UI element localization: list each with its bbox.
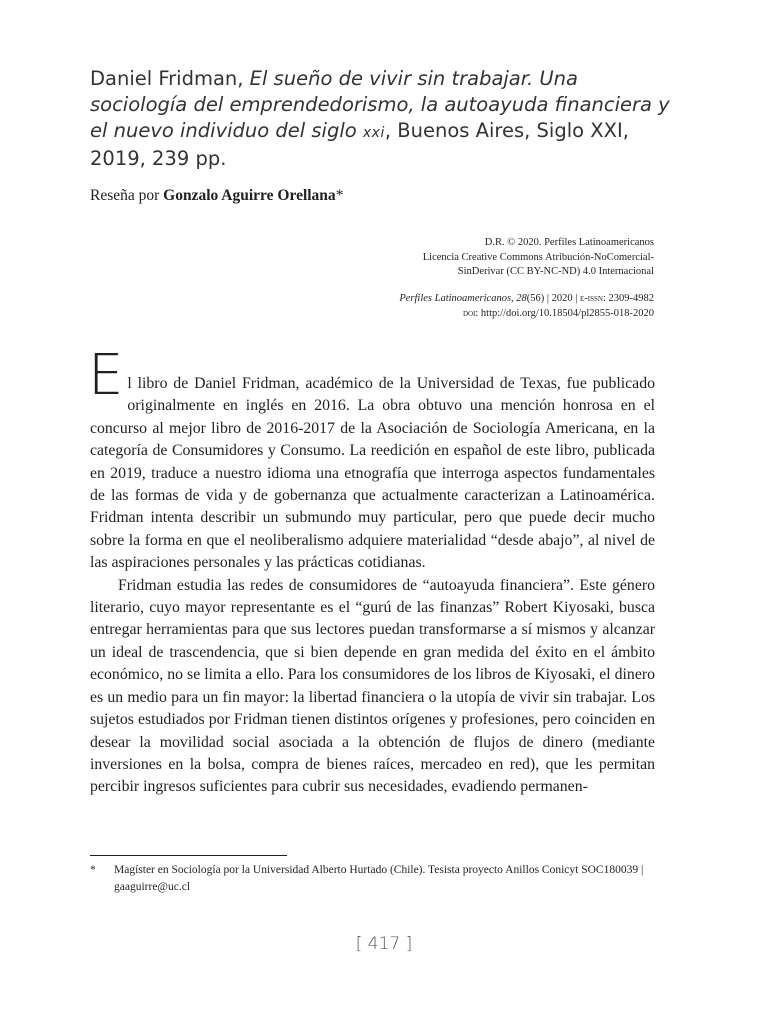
license-line: D.R. © 2020. Perfiles Latinoamericanos bbox=[484, 237, 654, 248]
byline-prefix: Reseña por bbox=[90, 187, 160, 204]
license-block bbox=[423, 236, 654, 280]
footnote bbox=[90, 862, 660, 896]
eissn-value: : 2309-4982 bbox=[602, 293, 654, 304]
review-title bbox=[90, 66, 680, 172]
eissn-label: e-issn bbox=[580, 293, 603, 304]
license-line: SinDerivar (CC BY-NC-ND) 4.0 Internacional bbox=[457, 266, 654, 277]
issue-info: (56) | 2020 | bbox=[526, 293, 580, 304]
byline bbox=[90, 187, 343, 205]
citation-line bbox=[399, 292, 654, 307]
license-line: Licencia Creative Commons Atribución-NoComercial- bbox=[422, 251, 654, 263]
citation-block bbox=[399, 292, 654, 321]
drop-cap: E bbox=[88, 343, 124, 408]
book-title: El sueño de vivir sin trabajar. Una sociología del emprendedorismo, la autoayuda financiera y el nuevo individuo del siglo bbox=[90, 67, 670, 142]
footnote-ref[interactable]: * bbox=[335, 187, 344, 204]
page-number: [ 417 ] bbox=[355, 934, 413, 954]
reviewer-name: Gonzalo Aguirre Orellana bbox=[163, 187, 336, 204]
paragraph: Fridman estudia las redes de consumidores de “autoayuda financiera”. Este género literario, cuyo mayor representante es el “gurú de las finanzas” Robert Kiyosaki, busca entregar herramientas para que sus lectores puedan transformarse a sí mismos y alcanzar un ideal de trascendencia, que si bien depende en gran medida del éxito en el ámbito económico, no se limita a ello. Para los consumidores de los libros de Kiyosaki, el dinero es un medio para un fin mayor: la libertad financiera o la utopía de vivir sin trabajar. Los sujetos estudiados por Fridman tienen distintos orígenes y profesiones, pero coinciden en desear la movilidad social asociada a la obtención de flujos de dinero (mediante inversiones en la bolsa, compra de bienes raíces, mercadeo en red), que les permitan percibir ingresos suficientes para cubrir sus necesidades, evadiendo permanen- bbox=[90, 576, 655, 796]
footnote-text: Magíster en Sociología por la Universidad Alberto Hurtado (Chile). Tesista proyecto Anillos Conicyt SOC180039 | gaaguirre@uc.cl bbox=[114, 864, 644, 893]
footnote-mark: * bbox=[90, 864, 96, 876]
doi-line bbox=[399, 307, 654, 322]
book-publication: , Buenos Aires, Siglo XXI, 2019, 239 pp. bbox=[90, 119, 629, 170]
book-title-century: xxi bbox=[362, 125, 385, 141]
book-author: Daniel Fridman, bbox=[90, 67, 244, 90]
review-body bbox=[88, 343, 655, 799]
journal-name: Perfiles Latinoamericanos, 28 bbox=[399, 293, 527, 304]
doi-link[interactable]: : http://doi.org/10.18504/pl2855-018-2020 bbox=[475, 307, 654, 319]
paragraph-text: l libro de Daniel Fridman, académico de la Universidad de Texas, fue publicado originalmente en inglés en 2016. La obra obtuvo una mención honrosa en el concurso al mejor libro de 2016-2017 de la Asociación de Sociología Americana, en la categoría de Consumidores y Consumo. La reedición en español de este libro, publicada en 2019, traduce a nuestro idioma una etnografía que interroga aspectos fundamentales de las formas de vida y de gobernanza que actualmente caracterizan a Latinoamérica. Fridman intenta describir un submundo muy particular, pero que puede decir mucho sobre la forma en que el neoliberalismo adquiere materialidad “desde abajo”, al nivel de las aspiraciones personales y las prácticas cotidianas. bbox=[90, 375, 655, 572]
paragraph bbox=[88, 343, 655, 575]
doi-label: doi bbox=[462, 307, 476, 319]
footnote-divider bbox=[90, 855, 287, 856]
